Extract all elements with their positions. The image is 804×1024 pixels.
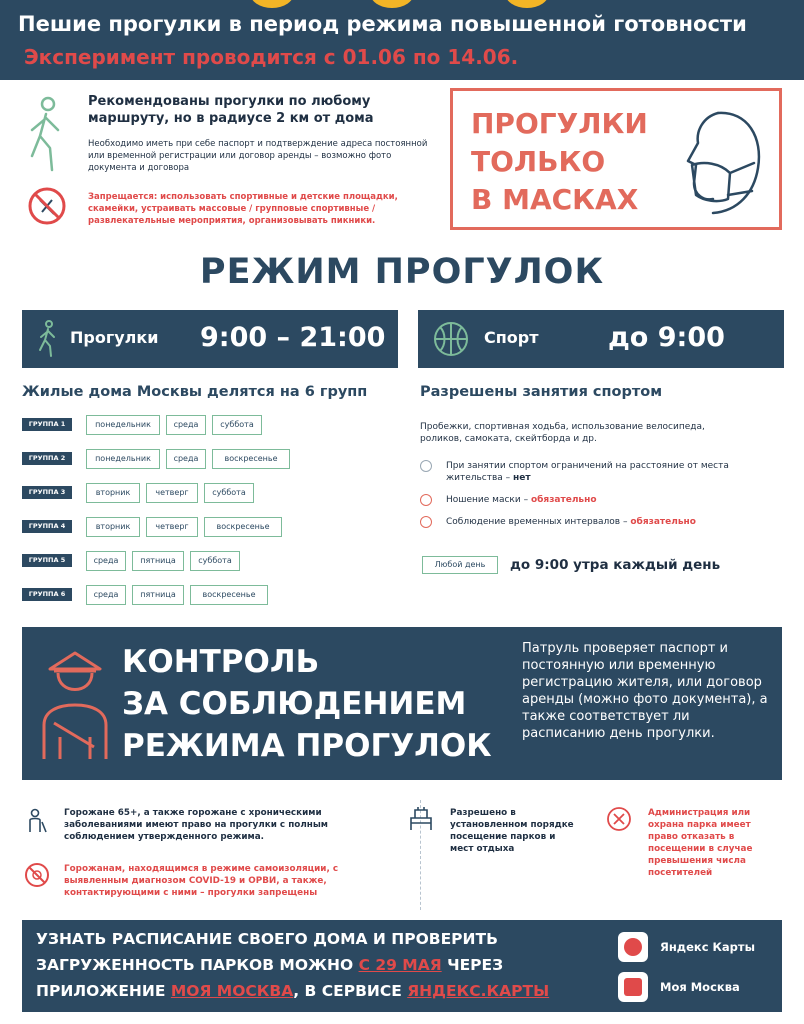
yandex-maps-link[interactable]: ЯНДЕКС.КАРТЫ	[407, 982, 550, 1000]
emoji-icon	[505, 0, 549, 8]
control-title-line3: РЕЖИМА ПРОГУЛОК	[122, 728, 492, 764]
header-banner	[0, 0, 804, 80]
moya-moskva-app-icon[interactable]	[618, 972, 648, 1002]
control-title-line1: КОНТРОЛЬ	[122, 644, 320, 680]
walks-time: 9:00 – 21:00	[200, 322, 386, 353]
close-circle-icon	[606, 806, 632, 832]
check-circle-icon	[420, 460, 432, 472]
moya-moskva-logo-icon	[624, 978, 642, 996]
mask-notice-text	[471, 105, 648, 219]
group-tag: ГРУППА 5	[22, 554, 72, 567]
control-title-line2: ЗА СОБЛЮДЕНИЕМ	[122, 686, 467, 722]
day-chip: среда	[86, 585, 126, 605]
group-row	[22, 585, 402, 605]
day-chip: пятница	[132, 585, 184, 605]
mask-line-1: ПРОГУЛКИ	[471, 107, 648, 140]
sport-item-mask	[420, 494, 760, 508]
sport-item-distance-text: При занятии спортом ограничений на расстояние от места	[446, 461, 729, 471]
group-row	[22, 483, 402, 503]
parks-text: Разрешено в установленном порядке посещение парков и мест отдыха	[450, 808, 574, 854]
sport-heading: Разрешены занятия спортом	[420, 384, 663, 400]
footer-line-2	[36, 956, 503, 974]
group-tag: ГРУППА 4	[22, 520, 72, 533]
header-subtitle: Эксперимент проводится с 01.06 по 14.06.	[24, 45, 519, 69]
day-chip: вторник	[86, 517, 140, 537]
mask-notice-box	[450, 88, 782, 230]
mask-line-3: В МАСКАХ	[471, 183, 639, 216]
sport-time-bar	[418, 310, 784, 368]
sport-item-mask-label: Ношение маски –	[446, 495, 529, 505]
control-description: Патруль проверяет паспорт и постоянную или временную регистрацию жителя, или договор аренды (можно фото документа), а также соответствует ли расписанию день прогулки.	[522, 641, 768, 741]
day-chip: среда	[166, 415, 206, 435]
no-picnic-icon	[27, 186, 67, 226]
walker-small-icon	[36, 320, 60, 358]
recommendation-note: Необходимо иметь при себе паспорт и подтверждение адреса постоянной или временной регистрации или договор аренды – возможно фото документа и договора	[88, 139, 428, 173]
day-chip: воскресенье	[212, 449, 290, 469]
day-chip: четверг	[146, 483, 198, 503]
day-chip: суббота	[204, 483, 254, 503]
sport-item-mask-value: обязательно	[530, 495, 597, 505]
group-tag: ГРУППА 1	[22, 418, 72, 431]
sport-label: Спорт	[484, 328, 539, 347]
day-chip: суббота	[190, 551, 240, 571]
footer-line-2-end: ЧЕРЕЗ	[447, 956, 504, 974]
group-tag: ГРУППА 6	[22, 588, 72, 601]
day-chip: среда	[86, 551, 126, 571]
masked-face-icon	[658, 103, 768, 221]
day-chip: четверг	[146, 517, 198, 537]
mask-line-2: ТОЛЬКО	[471, 145, 606, 178]
moya-moskva-link[interactable]: МОЯ МОСКВА	[170, 982, 294, 1000]
mask-small-icon	[420, 494, 432, 506]
footer-line-2-start: ЗАГРУЖЕННОСТЬ ПАРКОВ МОЖНО	[36, 956, 354, 974]
no-virus-icon	[24, 862, 50, 888]
groups-heading: Жилые дома Москвы делятся на 6 групп	[22, 384, 368, 400]
park-bench-icon	[408, 806, 434, 832]
clock-icon	[420, 516, 432, 528]
day-chip: воскресенье	[190, 585, 268, 605]
yandex-maps-app-icon[interactable]	[618, 932, 648, 962]
sport-item-interval-label: Соблюдение временных интервалов –	[446, 517, 628, 527]
moya-moskva-app-label: Моя Москва	[660, 980, 740, 994]
emoji-icon	[370, 0, 414, 8]
emoji-icon	[250, 0, 294, 8]
control-title	[122, 641, 492, 767]
group-row	[22, 415, 402, 435]
sport-item-interval-text	[446, 516, 696, 528]
group-tag: ГРУППА 2	[22, 452, 72, 465]
sport-item-interval	[420, 516, 760, 530]
day-chip: среда	[166, 449, 206, 469]
admin-text: Администрация или охрана парка имеет право отказать в посещении в случае превышения числа посетителей	[648, 808, 753, 878]
sport-item-interval-value: обязательно	[630, 517, 696, 527]
ban-text: Запрещается: использовать спортивные и детские площадки, скамейки, устраивать массовые / групповые спортивные / развлекательные мероприятия, организовывать пикники.	[88, 192, 398, 226]
footer-line-3-start: ПРИЛОЖЕНИЕ	[36, 982, 166, 1000]
day-chip: понедельник	[86, 449, 160, 469]
day-chip: пятница	[132, 551, 184, 571]
header-title: Пешие прогулки в период режима повышенной готовности	[18, 12, 747, 36]
seniors-text: Горожане 65+, а также горожане с хроническими заболеваниями имеют право на прогулки с полным соблюдением утвержденного режима.	[64, 808, 329, 842]
footer-line-3	[36, 982, 549, 1000]
any-day-tag: Любой день	[422, 556, 498, 574]
sport-item-distance-value: нет	[513, 473, 531, 483]
yandex-maps-app-label: Яндекс Карты	[660, 940, 755, 954]
walks-time-bar	[22, 310, 398, 368]
footer-date-highlight: С 29 МАЯ	[358, 956, 442, 974]
footer-line-3-mid: , В СЕРВИСЕ	[293, 982, 402, 1000]
sport-item-distance-text2	[446, 472, 531, 484]
walker-icon	[22, 96, 72, 176]
group-row	[22, 517, 402, 537]
sport-description: Пробежки, спортивная ходьба, использование велосипеда, роликов, самоката, скейтборда и др.	[420, 422, 705, 444]
day-chip: вторник	[86, 483, 140, 503]
sport-item-distance-label: жительства –	[446, 473, 511, 483]
footer-banner	[22, 920, 782, 1012]
group-tag: ГРУППА 3	[22, 486, 72, 499]
day-chip: воскресенье	[204, 517, 282, 537]
footer-line-1: УЗНАТЬ РАСПИСАНИЕ СВОЕГО ДОМА И ПРОВЕРИТЬ	[36, 930, 498, 948]
recommendation-title: Рекомендованы прогулки по любому маршруту, но в радиусе 2 км от дома	[88, 94, 374, 126]
basketball-icon	[432, 320, 470, 358]
police-officer-icon	[40, 647, 110, 762]
any-day-text: до 9:00 утра каждый день	[510, 557, 721, 573]
yandex-pin-icon	[624, 938, 642, 956]
group-row	[22, 449, 402, 469]
mode-title: РЕЖИМ ПРОГУЛОК	[199, 252, 605, 292]
day-chip: понедельник	[86, 415, 160, 435]
sport-time: до 9:00	[608, 322, 725, 353]
day-chip: суббота	[212, 415, 262, 435]
isolation-text: Горожанам, находящимся в режиме самоизоляции, с выявленным диагнозом COVID-19 и ОРВИ, а также, контактирующими с ними – прогулки запрещены	[64, 864, 339, 898]
sport-item-distance	[420, 460, 760, 486]
walks-label: Прогулки	[70, 328, 159, 347]
sport-item-mask-text	[446, 494, 597, 506]
group-row	[22, 551, 402, 571]
senior-icon	[24, 808, 50, 834]
control-banner	[22, 627, 782, 780]
